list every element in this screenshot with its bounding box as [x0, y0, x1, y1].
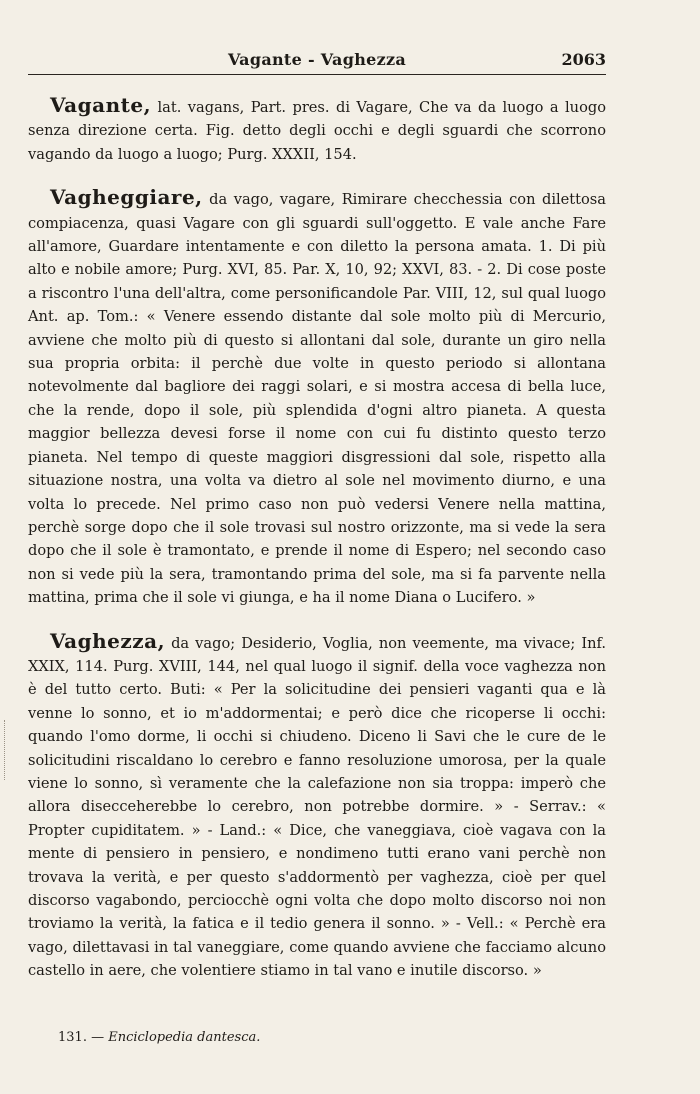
- margin-mark: [4, 720, 9, 780]
- headword: Vaghezza,: [50, 628, 166, 653]
- entry-vagante: [28, 94, 606, 166]
- headword: Vagante,: [50, 93, 152, 117]
- signature-title: Enciclopedia dantesca.: [108, 1030, 261, 1045]
- page-number: 2063: [561, 50, 606, 69]
- running-title: Vagante - Vaghezza: [227, 50, 407, 69]
- running-header: [28, 46, 606, 75]
- entry-text: da vago; Desiderio, Voglia, non veemente, ma vivace; Inf. XXIX, 114. Purg. XVIII, 144, nel qual luogo il signif. della voce vaghezza non è del tutto certo. Buti: « Per la solicitudine dei pensieri vaganti qua e là venne lo sonno, et io m'addormentai; e però dice che ricoperse li occhi: quando l'omo dorme, li occhi si chiudeno. Diceno li Savi che le cure de le solicitudini riscaldano lo cerebro e fanno resoluzione umorosa, per la quale viene lo sonno, sì veramente che la calefazione non sia troppa: imperò che allora disecceherebbe lo cerebro, non potrebbe dormire. » - Serrav.: « Propter cupiditatem. » - Land.: « Dice, che vaneggiava, cioè vagava con la mente di pensiero in pensiero, e nondimeno tutti erano vani perchè non trovava la verità, e per questo s'addormentò per vaghezza, cioè per quel discorso vagabondo, perciocchè ogni volta che dopo molto discorso noi non troviamo la verità, la fatica e il tedio genera il sonno. » - Vell.: « Perchè era vago, dilettavasi in tal vaneggiare, come quando avviene che facciamo alcuno castello in aere, che volentiere stiamo in tal vano e inutile discorso. »: [28, 634, 606, 980]
- headword: Vagheggiare,: [50, 185, 203, 210]
- entry-text: lat. vagans, Part. pres. di Vagare, Che va da luogo a luogo senza direzione certa. Fig. detto degli occhi e degli sguardi che scorrono vagando da luogo a luogo; Purg. XXXII, 154.: [28, 99, 606, 163]
- entry-vaghezza: [28, 630, 606, 983]
- entry-text: da vago, vagare, Rimirare checchessia con dilettosa compiacenza, quasi Vagare con gli sguardi sull'oggetto. E vale anche Fare all'amore, Guardare intentamente e con diletto la persona amata. 1. Di più alto e nobile amore; Purg. XVI, 85. Par. X, 10, 92; XXVI, 83. - 2. Di cose poste a riscontro l'una dell'altra, come personificandole Par. VIII, 12, sul qual luogo Ant. ap. Tom.: « Venere essendo distante dal sole molto più di Mercurio, avviene che molto più di questo si allontani dal sole, durante un giro nella sua propria orbita: il perchè due volte in questo periodo si allontana notevolmente dal bagliore dei raggi solari, e si mostra accesa di bella luce, che la rende, dopo il sole, più splendida d'ogni altro pianeta. A questa maggior bellezza devesi forse il nome con cui fu distinto questo terzo pianeta. Nel tempo di queste maggiori disgressioni dal sole, rispetto alla situazione nostra, una volta va dietro al sole nel movimento diurno, e una volta lo precede. Nel primo caso non può vedersi Venere nella mattina, perchè sorge dopo che il sole trovasi sul nostro orizzonte, ma si vede la sera dopo che il sole è tramontato, e prende il nome di Espero; nel secondo caso non si vede più la sera, tramontando prima del sole, ma si fa parvente nella mattina, prima che il sole vi giunga, e ha il nome Diana o Lucifero. »: [28, 191, 606, 607]
- footer-signature: [58, 1030, 260, 1045]
- entries: [28, 94, 606, 1003]
- entry-vagheggiare: [28, 186, 606, 609]
- signature-number: 131. —: [58, 1030, 105, 1045]
